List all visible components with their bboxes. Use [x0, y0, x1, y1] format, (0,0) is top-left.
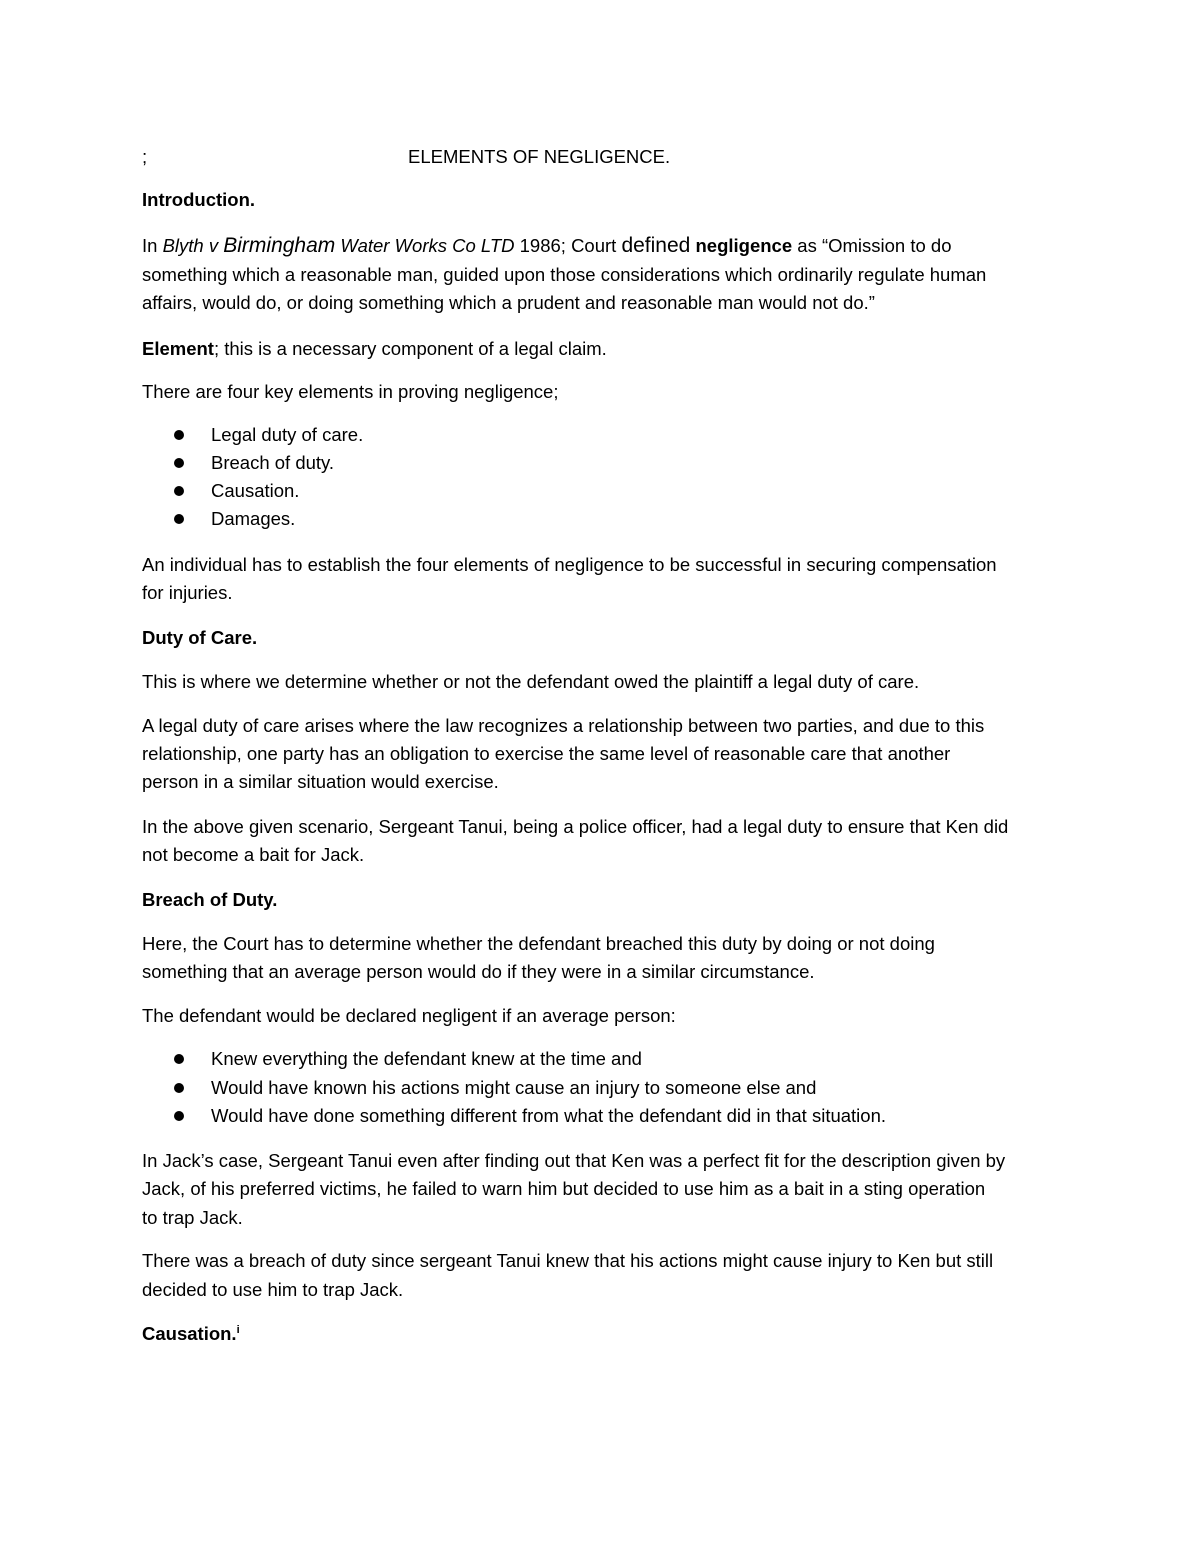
definition-start: as “Omission to do [792, 235, 952, 256]
case-name-part-2: Birmingham [223, 234, 336, 257]
bullet-dot [174, 458, 184, 468]
element-term: Element [142, 338, 214, 359]
four-elements-after-line-1: An individual has to establish the four elements of negligence to be successful in securing compensation [142, 554, 997, 575]
list-item: Legal duty of care. [211, 424, 364, 445]
list-item: Breach of duty. [211, 452, 335, 473]
element-definition [142, 338, 607, 360]
bullet-dot [174, 486, 184, 496]
duty-paragraph-2-line-3: person in a similar situation would exercise. [142, 771, 499, 792]
breach-paragraph-3-line-3: to trap Jack. [142, 1207, 243, 1228]
list-item: Knew everything the defendant knew at the time and [211, 1048, 642, 1069]
intro-paragraph-line-2: something which a reasonable man, guided upon those considerations which ordinarily regulate human [142, 264, 987, 285]
list-item: Would have known his actions might cause an injury to someone else and [211, 1077, 817, 1098]
element-definition-text: ; this is a necessary component of a legal claim. [213, 338, 607, 359]
breach-paragraph-1-line-2: something that an average person would do if they were in a similar circumstance. [142, 961, 815, 982]
breach-paragraph-2: The defendant would be declared negligent if an average person: [142, 1005, 676, 1026]
duty-paragraph-1: This is where we determine whether or not the defendant owed the plaintiff a legal duty of care. [142, 671, 920, 692]
four-elements-after-line-2: for injuries. [142, 582, 233, 603]
breach-paragraph-4-line-2: decided to use him to trap Jack. [142, 1279, 404, 1300]
bullet-dot [174, 430, 184, 440]
defined-word: defined [621, 234, 691, 257]
breach-paragraph-1-line-1: Here, the Court has to determine whether the defendant breached this duty by doing or not doing [142, 933, 935, 954]
intro-paragraph-line-3: affairs, would do, or doing something which a prudent and reasonable man would not do.” [142, 292, 875, 313]
list-item: Damages. [211, 508, 296, 529]
case-name-part-3: Water Works Co LTD [335, 235, 515, 256]
intro-paragraph-line-1 [142, 235, 952, 257]
negligence-term: negligence [695, 235, 793, 256]
four-elements-lead: There are four key elements in proving negligence; [142, 381, 559, 402]
footnote-reference[interactable]: i [236, 1324, 240, 1336]
breach-paragraph-3-line-1: In Jack’s case, Sergeant Tanui even after finding out that Ken was a perfect fit for the description given by [142, 1150, 1006, 1171]
breach-paragraph-3-line-2: Jack, of his preferred victims, he failed to warn him but decided to use him as a bait in a sting operation [142, 1178, 986, 1199]
header-marker: ; [142, 146, 148, 167]
breach-paragraph-4-line-1: There was a breach of duty since sergeant Tanui knew that his actions might cause injury to Ken but still [142, 1250, 994, 1271]
duty-paragraph-3-line-1: In the above given scenario, Sergeant Tanui, being a police officer, had a legal duty to ensure that Ken did [142, 816, 1009, 837]
duty-paragraph-3-line-2: not become a bait for Jack. [142, 844, 365, 865]
duty-paragraph-2-line-2: relationship, one party has an obligation to exercise the same level of reasonable care that another [142, 743, 951, 764]
bullet-dot [174, 1111, 184, 1121]
section-heading-duty-of-care: Duty of Care. [142, 627, 258, 648]
bullet-dot [174, 514, 184, 524]
bullet-dot [174, 1054, 184, 1064]
section-heading-introduction: Introduction. [142, 189, 256, 210]
page-title: ELEMENTS OF NEGLIGENCE. [408, 146, 671, 167]
bullet-dot [174, 1083, 184, 1093]
section-heading-causation [142, 1323, 240, 1345]
list-item: Causation. [211, 480, 300, 501]
case-year: 1986; Court [514, 235, 622, 256]
intro-in: In [142, 235, 163, 256]
duty-paragraph-2-line-1: A legal duty of care arises where the law recognizes a relationship between two parties, and due to this [142, 715, 985, 736]
causation-heading-text: Causation. [142, 1323, 237, 1344]
case-name-part-1: Blyth v [162, 235, 224, 256]
list-item: Would have done something different from what the defendant did in that situation. [211, 1105, 887, 1126]
section-heading-breach-of-duty: Breach of Duty. [142, 889, 278, 910]
